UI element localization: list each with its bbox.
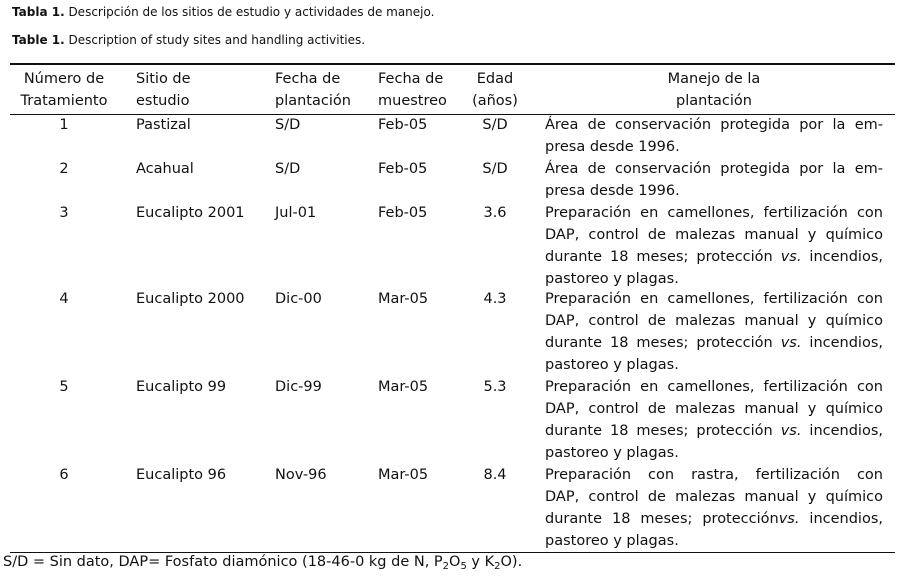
row5-manejo-line2: DAP, control de malezas manual y químico [545, 401, 883, 417]
row1-manejo [545, 114, 883, 158]
row3-fecha-muestreo: Feb-05 [378, 205, 428, 221]
row3-numero: 3 [59, 205, 69, 221]
header-fecha-muestreo [378, 68, 447, 112]
footnote-part-a: S/D = Sin dato, DAP= Fosfato diamónico (18-46-0 kg de N, P [3, 554, 443, 570]
row3-edad: 3.6 [483, 205, 507, 221]
row2-numero: 2 [59, 161, 69, 177]
row4-edad: 4.3 [483, 291, 507, 307]
header-manejo [545, 68, 883, 112]
footnote-sub-1: 2 [442, 561, 450, 572]
header-manejo-line2: plantación [676, 93, 752, 109]
row3-manejo-line1: Preparación en camellones, fertilización con [545, 205, 883, 221]
header-edad-line1: Edad [476, 71, 514, 87]
row3-sitio: Eucalipto 2001 [136, 205, 245, 221]
row1-numero: 1 [59, 117, 69, 133]
row6-manejo [545, 464, 883, 552]
header-edad [466, 68, 524, 112]
row5-manejo-line3: durante 18 meses; protección vs. incendios, [545, 423, 883, 439]
footnote-part-b: O [449, 554, 461, 570]
row1-fecha-plantacion: S/D [275, 117, 301, 133]
row1-edad: S/D [482, 117, 508, 133]
header-fecha-plantacion [275, 68, 351, 112]
row2-edad: S/D [482, 161, 508, 177]
row4-sitio: Eucalipto 2000 [136, 291, 245, 307]
header-numero [14, 68, 114, 112]
versus-abbrev: vs. [780, 249, 802, 265]
row4-manejo-line4: pastoreo y plagas. [545, 357, 679, 373]
row3-manejo [545, 202, 883, 290]
footnote-part-c: y K [466, 554, 495, 570]
row4-fecha-muestreo: Mar-05 [378, 291, 429, 307]
row6-numero: 6 [59, 467, 69, 483]
header-sitio-line2: estudio [136, 93, 190, 109]
row5-manejo-line4: pastoreo y plagas. [545, 445, 679, 461]
row1-manejo-line2: presa desde 1996. [545, 139, 680, 155]
header-numero-line1: Número de [23, 71, 105, 87]
row6-manejo-line4: pastoreo y plagas. [545, 533, 679, 549]
row5-fecha-muestreo: Mar-05 [378, 379, 429, 395]
row3-manejo-line2: DAP, control de malezas manual y químico [545, 227, 883, 243]
header-sitio-line1: Sitio de [136, 71, 191, 87]
row5-manejo [545, 376, 883, 464]
table-footnote [3, 551, 522, 578]
row5-edad: 5.3 [483, 379, 507, 395]
row6-fecha-plantacion: Nov-96 [275, 467, 327, 483]
row4-manejo-line2: DAP, control de malezas manual y químico [545, 313, 883, 329]
row2-fecha-muestreo: Feb-05 [378, 161, 428, 177]
row3-fecha-plantacion: Jul-01 [275, 205, 317, 221]
header-fecha-muestreo-line1: Fecha de [378, 71, 444, 87]
row3-manejo-line4: pastoreo y plagas. [545, 271, 679, 287]
header-fecha-muestreo-line2: muestreo [378, 93, 447, 109]
row1-fecha-muestreo: Feb-05 [378, 117, 428, 133]
row6-fecha-muestreo: Mar-05 [378, 467, 429, 483]
row5-numero: 5 [59, 379, 69, 395]
row6-manejo-line3: durante 18 meses; protecciónvs. incendios, [545, 511, 883, 527]
row6-manejo-line1: Preparación con rastra, fertilización con [545, 467, 883, 483]
header-numero-line2: Tratamiento [20, 93, 108, 109]
caption-english [12, 33, 365, 47]
header-fecha-plantacion-line1: Fecha de [275, 71, 341, 87]
versus-abbrev: vs. [780, 335, 802, 351]
row2-fecha-plantacion: S/D [275, 161, 301, 177]
caption-spanish-label: Tabla 1. [12, 5, 65, 19]
versus-abbrev: vs. [780, 423, 802, 439]
footnote-sub-3: 2 [494, 561, 501, 572]
row2-manejo [545, 158, 883, 202]
row1-manejo-line1: Área de conservación protegida por la em- [545, 117, 883, 133]
caption-spanish [12, 5, 434, 19]
header-fecha-plantacion-line2: plantación [275, 93, 351, 109]
footnote-part-d: O). [500, 554, 523, 570]
row4-numero: 4 [59, 291, 69, 307]
row1-sitio: Pastizal [136, 117, 191, 133]
row4-fecha-plantacion: Dic-00 [275, 291, 322, 307]
row2-manejo-line1: Área de conservación protegida por la em- [545, 161, 883, 177]
row5-fecha-plantacion: Dic-99 [275, 379, 322, 395]
row6-manejo-line2: DAP, control de malezas manual y químico [545, 489, 883, 505]
row3-manejo-line3: durante 18 meses; protección vs. incendios, [545, 249, 883, 265]
row6-sitio: Eucalipto 96 [136, 467, 227, 483]
row4-manejo-line3: durante 18 meses; protección vs. incendios, [545, 335, 883, 351]
row4-manejo [545, 288, 883, 376]
table-top-rule [10, 63, 895, 65]
row5-manejo-line1: Preparación en camellones, fertilización con [545, 379, 883, 395]
caption-english-text: Description of study sites and handling activities. [64, 33, 366, 47]
header-sitio [136, 68, 191, 112]
footnote-sub-2: 5 [460, 561, 467, 572]
row2-manejo-line2: presa desde 1996. [545, 183, 680, 199]
row4-manejo-line1: Preparación en camellones, fertilización con [545, 291, 883, 307]
caption-spanish-text: Descripción de los sitios de estudio y actividades de manejo. [64, 5, 435, 19]
header-edad-line2: (años) [472, 93, 518, 109]
row2-sitio: Acahual [136, 161, 194, 177]
caption-english-label: Table 1. [12, 33, 65, 47]
row6-edad: 8.4 [483, 467, 507, 483]
row5-sitio: Eucalipto 99 [136, 379, 227, 395]
header-manejo-line1: Manejo de la [667, 71, 761, 87]
versus-abbrev: vs. [778, 511, 800, 527]
